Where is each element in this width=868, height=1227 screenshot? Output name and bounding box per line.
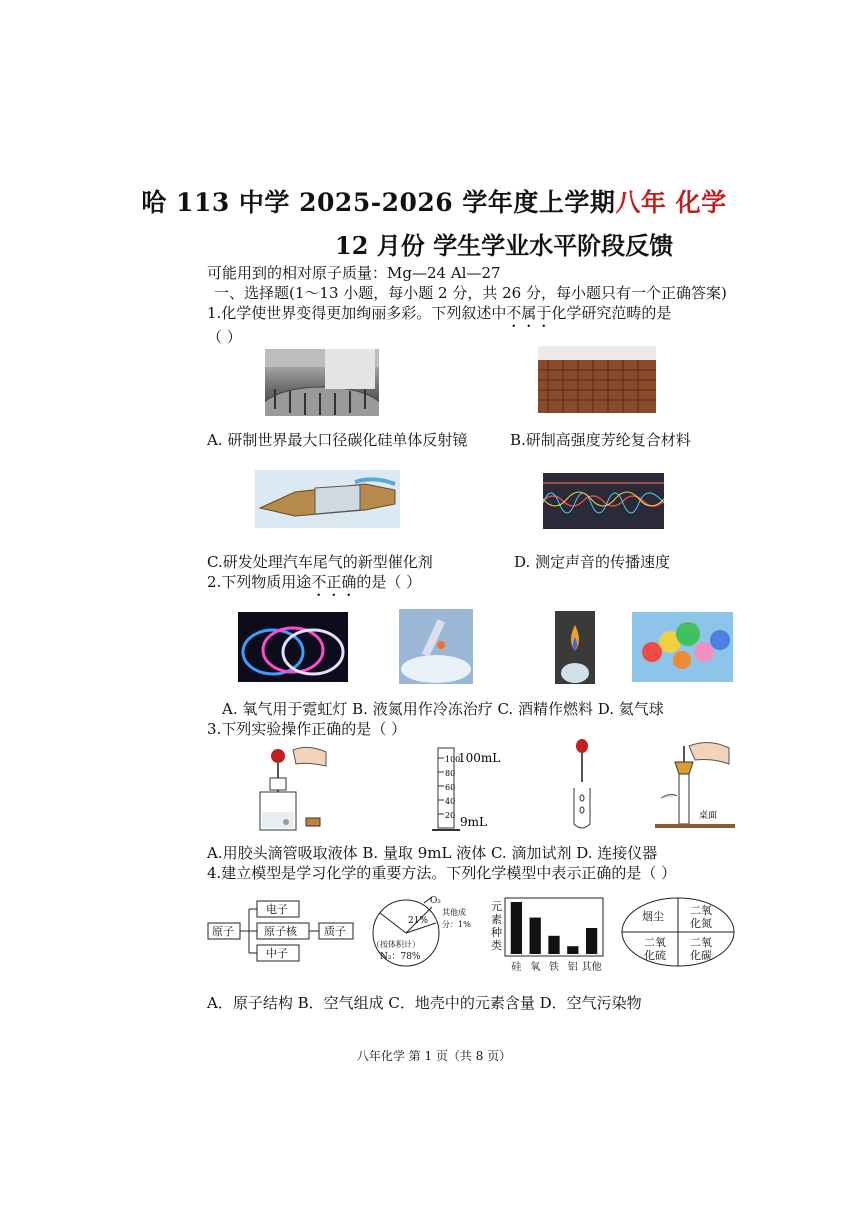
neon-light-image <box>238 612 348 682</box>
cylinder-tick-100: 100 <box>445 755 461 764</box>
air-composition-model <box>366 893 481 973</box>
question-4-stem: 4.建立模型是学习化学的重要方法。下列化学模型中表示正确的是（ ） <box>207 864 677 882</box>
question-3-stem: 3.下列实验操作正确的是（ ） <box>207 720 407 738</box>
other-gas-percent: 分：1% <box>442 920 471 929</box>
page-title: 哈 113 中学 2025-2026 学年度上学期八年 化学 <box>141 188 727 217</box>
no2-label-1: 二氧 <box>690 904 712 917</box>
co2-label-2: 化碳 <box>690 949 712 962</box>
question-1-option-d: D. 测定声音的传播速度 <box>514 553 671 571</box>
bar-铁 <box>548 936 559 954</box>
aramid-material-image <box>538 346 656 413</box>
y-axis-label-char: 元 <box>491 900 502 913</box>
x-tick-label: 铝 <box>567 962 578 973</box>
cylinder-tick-20: 20 <box>445 811 456 820</box>
question-3-options: A.用胶头滴管吸取液体 B. 量取 9mL 液体 C. 滴加试剂 D. 连接仪器 <box>207 844 658 862</box>
x-tick-label: 硅 <box>511 962 522 973</box>
bar-其他 <box>586 928 597 954</box>
question-1-stem: 1.化学使世界变得更加绚丽多彩。下列叙述中不属于化学研究范畴的是 <box>207 304 672 322</box>
alcohol-lamp-image <box>555 611 595 684</box>
graduated-cylinder-figure <box>428 742 548 834</box>
page-footer: 八年化学 第 1 页（共 8 页） <box>356 1049 512 1063</box>
x-tick-label: 氧 <box>530 962 541 973</box>
so2-label-1: 二氧 <box>644 936 666 949</box>
mirror-image <box>265 349 379 416</box>
co2-label-1: 二氧 <box>690 936 712 949</box>
x-tick-label: 其他 <box>581 962 602 973</box>
question-1-option-b: B.研制高强度芳纶复合材料 <box>510 431 691 449</box>
electron-label: 电子 <box>266 903 288 916</box>
section-heading: 一、选择题(1～13 小题，每小题 2 分，共 26 分，每小题只有一个正确答案) <box>214 284 727 302</box>
other-gas-label: 其他成 <box>442 908 466 917</box>
proton-label: 质子 <box>324 925 346 938</box>
test-tube-dropper-figure <box>565 738 599 834</box>
question-1-paren: （ ） <box>207 328 242 346</box>
question-2-options: A. 氧气用于霓虹灯 B. 液氮用作冷冻治疗 C. 酒精作燃料 D. 氦气球 <box>222 700 664 718</box>
dust-label: 烟尘 <box>642 910 664 923</box>
x-tick-label: 铁 <box>549 962 559 973</box>
y-axis-label-char: 类 <box>491 939 502 952</box>
question-1-option-c: C.研发处理汽车尾气的新型催化剂 <box>207 553 433 571</box>
air-pollutants-model <box>620 896 736 968</box>
catalytic-converter-image <box>255 470 400 528</box>
bar-硅 <box>511 902 522 954</box>
neutron-label: 中子 <box>266 947 288 960</box>
nucleus-label: 原子核 <box>264 925 297 938</box>
no2-label-2: 化氮 <box>690 917 712 930</box>
y-axis-label-char: 种 <box>491 926 502 939</box>
y-axis-label-char: 素 <box>491 913 502 926</box>
o2-percent: 21% <box>408 916 429 926</box>
dropper-bottle-figure <box>248 742 328 834</box>
sound-wave-image <box>543 473 664 529</box>
question-1-option-a: A. 研制世界最大口径碳化硅单体反射镜 <box>207 431 468 449</box>
crust-element-chart <box>489 896 605 974</box>
liquid-nitrogen-image <box>399 609 473 684</box>
balloons-image <box>632 612 733 682</box>
atomic-mass-note: 可能用到的相对原子质量：Mg—24 Al—27 <box>207 264 501 282</box>
bar-铝 <box>567 946 578 954</box>
cylinder-tick-40: 40 <box>445 797 456 806</box>
table-label: 桌面 <box>699 811 718 821</box>
o2-label: O₂ <box>430 896 441 906</box>
atom-label: 原子 <box>212 925 234 938</box>
page-subtitle: 12 月份 学生学业水平阶段反馈 <box>335 231 674 260</box>
bar-氧 <box>530 918 541 954</box>
question-4-options: A．原子结构 B．空气组成 C．地壳中的元素含量 D．空气污染物 <box>207 994 642 1012</box>
connect-instrument-figure <box>655 738 735 834</box>
cylinder-tick-60: 60 <box>445 783 456 792</box>
volume-basis-label: （按体积计） <box>372 940 420 949</box>
cylinder-volume-label: 9mL <box>460 815 487 829</box>
atom-structure-model <box>205 896 355 966</box>
cylinder-capacity-label: 100mL <box>458 751 501 765</box>
n2-percent: N₂：78% <box>380 952 421 962</box>
so2-label-2: 化硫 <box>644 949 666 962</box>
question-2-stem: 2.下列物质用途不正确的是（ ） <box>207 573 422 591</box>
cylinder-tick-80: 80 <box>445 769 456 778</box>
